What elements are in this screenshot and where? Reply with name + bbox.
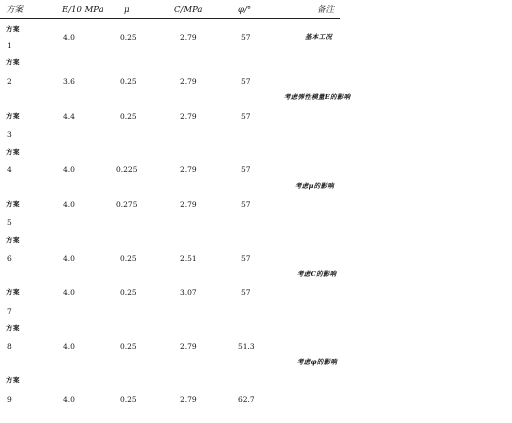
remark-poisson-ratio-effect: 考虑μ的影响	[295, 182, 335, 190]
row-1-poisson-ratio: 0.25	[120, 33, 137, 42]
remark-elastic-modulus-effect: 考虑弹性模量E的影响	[284, 93, 351, 101]
row-4-friction-angle: 57	[241, 165, 251, 174]
row-1-friction-angle: 57	[241, 33, 251, 42]
row-1-number: 1	[7, 41, 12, 50]
row-5-poisson-ratio: 0.275	[116, 200, 138, 209]
row-4-scheme-label: 方案	[6, 148, 20, 156]
row-3-poisson-ratio: 0.25	[120, 112, 137, 121]
header-rule	[0, 18, 340, 19]
row-2-cohesion: 2.79	[180, 77, 197, 86]
row-9-scheme-label: 方案	[6, 376, 20, 384]
row-3-number: 3	[7, 130, 12, 139]
row-3-friction-angle: 57	[241, 112, 251, 121]
row-3-elastic-modulus: 4.4	[63, 112, 75, 121]
row-2-scheme-label: 方案	[6, 58, 20, 66]
row-1-scheme-label: 方案	[6, 25, 20, 33]
row-5-scheme-label: 方案	[6, 200, 20, 208]
remark-friction-angle-effect: 考虑φ的影响	[297, 358, 338, 366]
row-7-number: 7	[7, 307, 12, 316]
row-9-poisson-ratio: 0.25	[120, 395, 137, 404]
header-scheme: 方案	[6, 5, 24, 15]
row-9-friction-angle: 62.7	[238, 395, 255, 404]
header-friction-angle: φ/°	[238, 5, 252, 15]
remark-base-case: 基本工况	[305, 33, 333, 41]
row-4-cohesion: 2.79	[180, 165, 197, 174]
row-5-number: 5	[7, 218, 12, 227]
row-4-elastic-modulus: 4.0	[63, 165, 75, 174]
remark-cohesion-effect: 考虑C的影响	[297, 270, 337, 278]
row-8-number: 8	[7, 342, 12, 351]
row-9-elastic-modulus: 4.0	[63, 395, 75, 404]
row-6-cohesion: 2.51	[180, 254, 197, 263]
row-3-scheme-label: 方案	[6, 112, 20, 120]
row-6-poisson-ratio: 0.25	[120, 254, 137, 263]
row-8-friction-angle: 51.3	[238, 342, 255, 351]
row-6-friction-angle: 57	[241, 254, 251, 263]
row-9-number: 9	[7, 395, 12, 404]
header-poisson-ratio: μ	[124, 5, 130, 15]
header-elastic-modulus: E/10 MPa	[62, 5, 104, 15]
row-8-scheme-label: 方案	[6, 324, 20, 332]
row-7-cohesion: 3.07	[180, 288, 197, 297]
row-5-cohesion: 2.79	[180, 200, 197, 209]
row-6-number: 6	[7, 254, 12, 263]
row-8-elastic-modulus: 4.0	[63, 342, 75, 351]
row-7-poisson-ratio: 0.25	[120, 288, 137, 297]
row-7-elastic-modulus: 4.0	[63, 288, 75, 297]
row-1-elastic-modulus: 4.0	[63, 33, 75, 42]
row-2-number: 2	[7, 77, 12, 86]
row-9-cohesion: 2.79	[180, 395, 197, 404]
header-remark: 备注	[317, 5, 335, 15]
row-7-friction-angle: 57	[241, 288, 251, 297]
row-8-poisson-ratio: 0.25	[120, 342, 137, 351]
row-2-elastic-modulus: 3.6	[63, 77, 75, 86]
row-5-friction-angle: 57	[241, 200, 251, 209]
header-cohesion: C/MPa	[174, 5, 203, 15]
row-4-poisson-ratio: 0.225	[116, 165, 138, 174]
row-1-cohesion: 2.79	[180, 33, 197, 42]
row-3-cohesion: 2.79	[180, 112, 197, 121]
row-8-cohesion: 2.79	[180, 342, 197, 351]
row-6-elastic-modulus: 4.0	[63, 254, 75, 263]
row-7-scheme-label: 方案	[6, 288, 20, 296]
row-2-friction-angle: 57	[241, 77, 251, 86]
row-6-scheme-label: 方案	[6, 236, 20, 244]
row-4-number: 4	[7, 165, 12, 174]
row-5-elastic-modulus: 4.0	[63, 200, 75, 209]
row-2-poisson-ratio: 0.25	[120, 77, 137, 86]
